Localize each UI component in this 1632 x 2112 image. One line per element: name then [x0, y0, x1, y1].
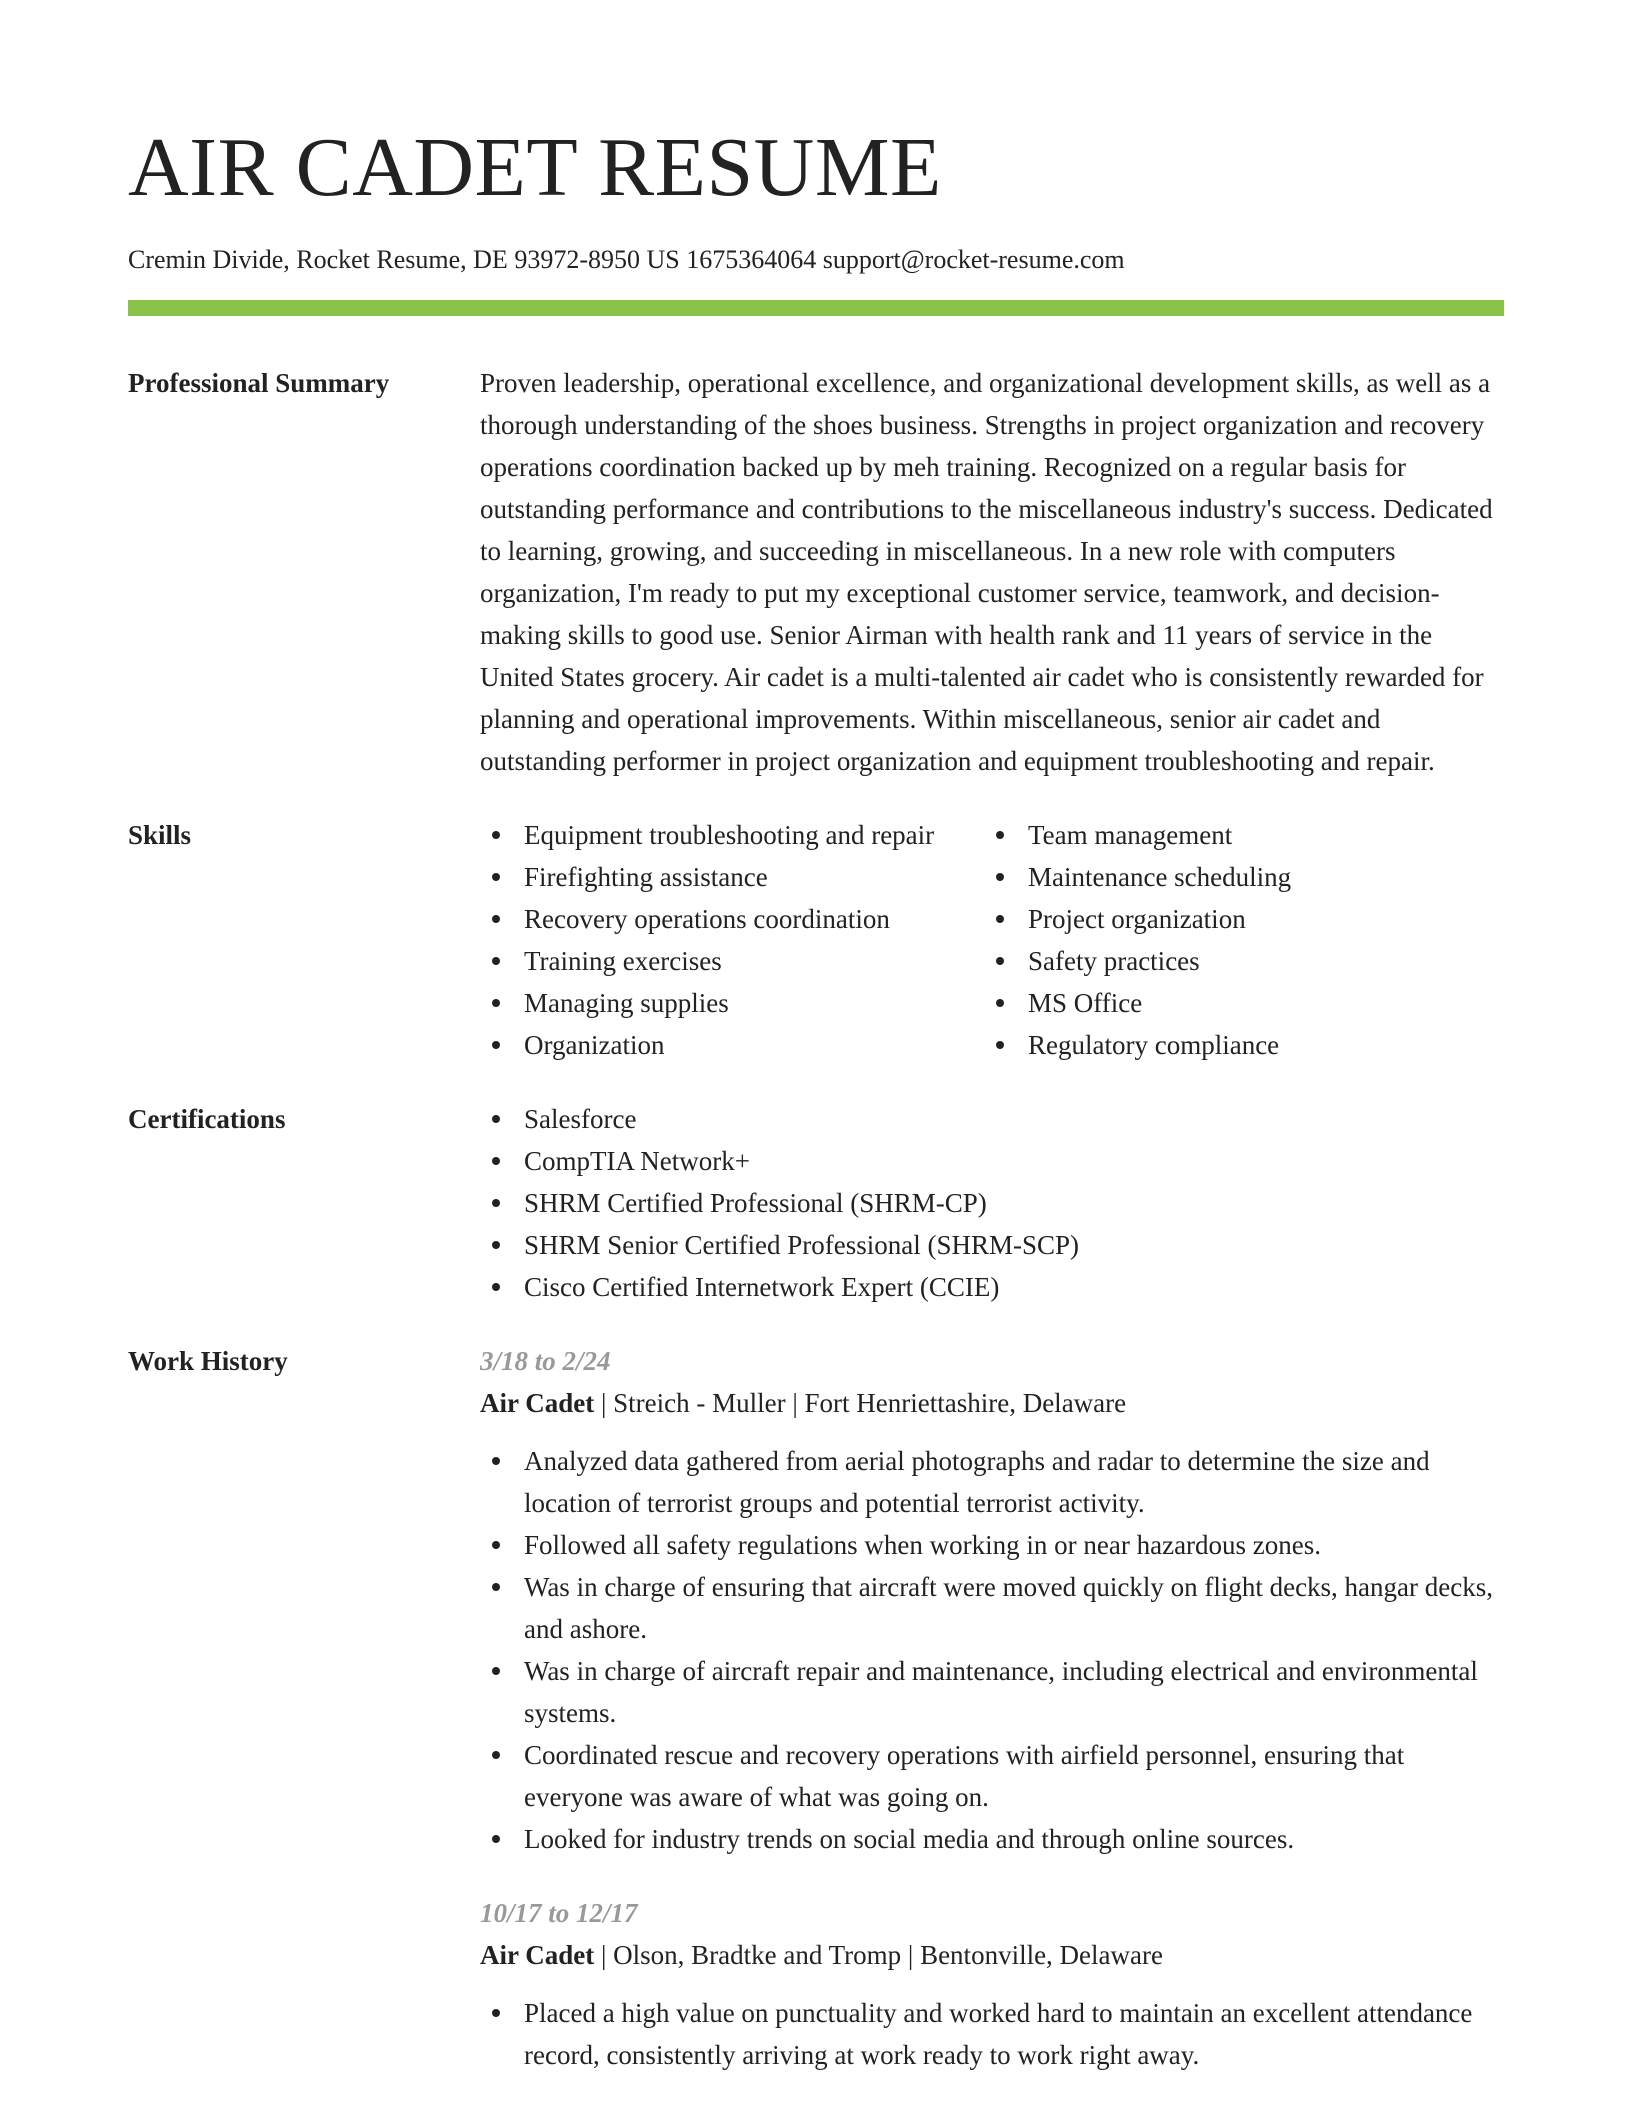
job-dates: 10/17 to 12/17: [480, 1898, 638, 1928]
bullet-icon: [492, 1835, 500, 1843]
certifications-section: [128, 1098, 1504, 1308]
bullet-icon: [492, 957, 500, 965]
certification-item: [480, 1098, 1504, 1140]
job-bullet: [480, 1440, 1504, 1524]
certification-label: SHRM Certified Professional (SHRM-CP): [524, 1188, 987, 1218]
job-entry: [480, 1340, 1504, 1860]
bullet-icon: [492, 1283, 500, 1291]
job-bullet: [480, 1566, 1504, 1650]
certification-item: [480, 1224, 1504, 1266]
bullet-icon: [492, 999, 500, 1007]
bullet-icon: [492, 1541, 500, 1549]
job-heading: [480, 1382, 1504, 1424]
job-title: Air Cadet: [480, 1940, 595, 1970]
skill-label: Team management: [1028, 820, 1233, 850]
skill-label: Training exercises: [524, 946, 722, 976]
bullet-icon: [492, 1241, 500, 1249]
bullet-icon: [492, 1667, 500, 1675]
skills-list-left: [480, 814, 984, 1066]
skill-label: Maintenance scheduling: [1028, 862, 1292, 892]
bullet-icon: [492, 1751, 500, 1759]
job-bullet: [480, 1734, 1504, 1818]
certification-label: SHRM Senior Certified Professional (SHRM-SCP): [524, 1230, 1080, 1260]
bullet-icon: [492, 2009, 500, 2017]
certification-label: CompTIA Network+: [524, 1146, 750, 1176]
contact-line: Cremin Divide, Rocket Resume, DE 93972-8950 US 1675364064 support@rocket-resume.com: [128, 245, 1125, 274]
job-bullet-text: Placed a high value on punctuality and worked hard to maintain an excellent attendance record, consistently arriving at work ready to work right away.: [524, 1998, 1473, 2070]
job-dates: 3/18 to 2/24: [480, 1346, 611, 1376]
skill-item: [984, 856, 1504, 898]
skill-item: [480, 1024, 984, 1066]
certification-item: [480, 1182, 1504, 1224]
bullet-icon: [492, 1115, 500, 1123]
skill-label: Regulatory compliance: [1028, 1030, 1280, 1060]
certification-label: Cisco Certified Internetwork Expert (CCIE): [524, 1272, 1000, 1302]
skill-label: Firefighting assistance: [524, 862, 768, 892]
summary-body: [480, 362, 1504, 782]
skills-heading: Skills: [128, 820, 192, 850]
skill-item: [984, 898, 1504, 940]
bullet-icon: [996, 915, 1004, 923]
skill-label: Managing supplies: [524, 988, 729, 1018]
skill-item: [984, 982, 1504, 1024]
bullet-icon: [492, 1157, 500, 1165]
skill-item: [480, 814, 984, 856]
skills-columns: [480, 814, 1504, 1066]
certification-item: [480, 1266, 1504, 1308]
bullet-icon: [492, 1583, 500, 1591]
work-history-heading: Work History: [128, 1346, 288, 1376]
job-bullet-text: Was in charge of aircraft repair and maintenance, including electrical and environmental systems.: [524, 1656, 1478, 1728]
bullet-icon: [996, 831, 1004, 839]
bullet-icon: [996, 957, 1004, 965]
bullet-icon: [492, 1457, 500, 1465]
work-history-section: [128, 1340, 1504, 2076]
job-bullet: [480, 1818, 1504, 1860]
skill-label: Organization: [524, 1030, 665, 1060]
job-details: | Streich - Muller | Fort Henriettashire, Delaware: [594, 1388, 1127, 1418]
job-heading: [480, 1934, 1504, 1976]
skill-item: [480, 856, 984, 898]
job-bullet: [480, 1524, 1504, 1566]
skill-item: [480, 940, 984, 982]
bullet-icon: [492, 1199, 500, 1207]
bullet-icon: [492, 915, 500, 923]
header-divider: [128, 300, 1504, 316]
certifications-body: [480, 1098, 1504, 1308]
skill-item: [984, 1024, 1504, 1066]
certification-label: Salesforce: [524, 1104, 637, 1134]
job-bullets: [480, 1440, 1504, 1860]
skill-label: Equipment troubleshooting and repair: [524, 820, 935, 850]
bullet-icon: [492, 831, 500, 839]
skill-item: [984, 940, 1504, 982]
job-bullet-text: Analyzed data gathered from aerial photographs and radar to determine the size and location of terrorist groups and potential terrorist activity.: [524, 1446, 1430, 1518]
summary-heading: Professional Summary: [128, 368, 390, 398]
job-bullet: [480, 1992, 1504, 2076]
certifications-list: [480, 1098, 1504, 1308]
skills-section: [128, 814, 1504, 1066]
skill-label: Safety practices: [1028, 946, 1200, 976]
job-entry: [480, 1892, 1504, 2076]
summary-text: Proven leadership, operational excellence, and organizational development skills, as well as a thorough understanding of the shoes business. Strengths in project organization and recovery operations coordination backed up by meh training. Recognized on a regular basis for outstanding performance and contributions to the miscellaneous industry's success. Dedicated to learning, growing, and succeeding in miscellaneous. In a new role with computers organization, I'm ready to put my exceptional customer service, teamwork, and decision-making skills to good use. Senior Airman with health rank and 11 years of service in the United States grocery. Air cadet is a multi-talented air cadet who is consistently rewarded for planning and operational improvements. Within miscellaneous, senior air cadet and outstanding performer in project organization and equipment troubleshooting and repair.: [480, 368, 1493, 776]
skill-item: [480, 898, 984, 940]
skill-label: Recovery operations coordination: [524, 904, 890, 934]
job-bullet-text: Was in charge of ensuring that aircraft were moved quickly on flight decks, hangar decks, and ashore.: [524, 1572, 1493, 1644]
bullet-icon: [492, 1041, 500, 1049]
skill-item: [480, 982, 984, 1024]
skill-label: Project organization: [1028, 904, 1246, 934]
skill-label: MS Office: [1028, 988, 1143, 1018]
summary-section: [128, 362, 1504, 782]
resume-title: AIR CADET RESUME: [128, 121, 942, 214]
skills-list-right: [984, 814, 1504, 1066]
job-bullet-text: Coordinated rescue and recovery operations with airfield personnel, ensuring that everyone was aware of what was going on.: [524, 1740, 1405, 1812]
certifications-heading: Certifications: [128, 1104, 286, 1134]
bullet-icon: [996, 873, 1004, 881]
skill-item: [984, 814, 1504, 856]
bullet-icon: [996, 1041, 1004, 1049]
bullet-icon: [996, 999, 1004, 1007]
job-bullet-text: Looked for industry trends on social media and through online sources.: [524, 1824, 1295, 1854]
job-details: | Olson, Bradtke and Tromp | Bentonville, Delaware: [594, 1940, 1163, 1970]
job-bullet-text: Followed all safety regulations when working in or near hazardous zones.: [524, 1530, 1322, 1560]
job-bullet: [480, 1650, 1504, 1734]
certification-item: [480, 1140, 1504, 1182]
work-history-body: [480, 1340, 1504, 2076]
bullet-icon: [492, 873, 500, 881]
job-bullets: [480, 1992, 1504, 2076]
job-title: Air Cadet: [480, 1388, 595, 1418]
